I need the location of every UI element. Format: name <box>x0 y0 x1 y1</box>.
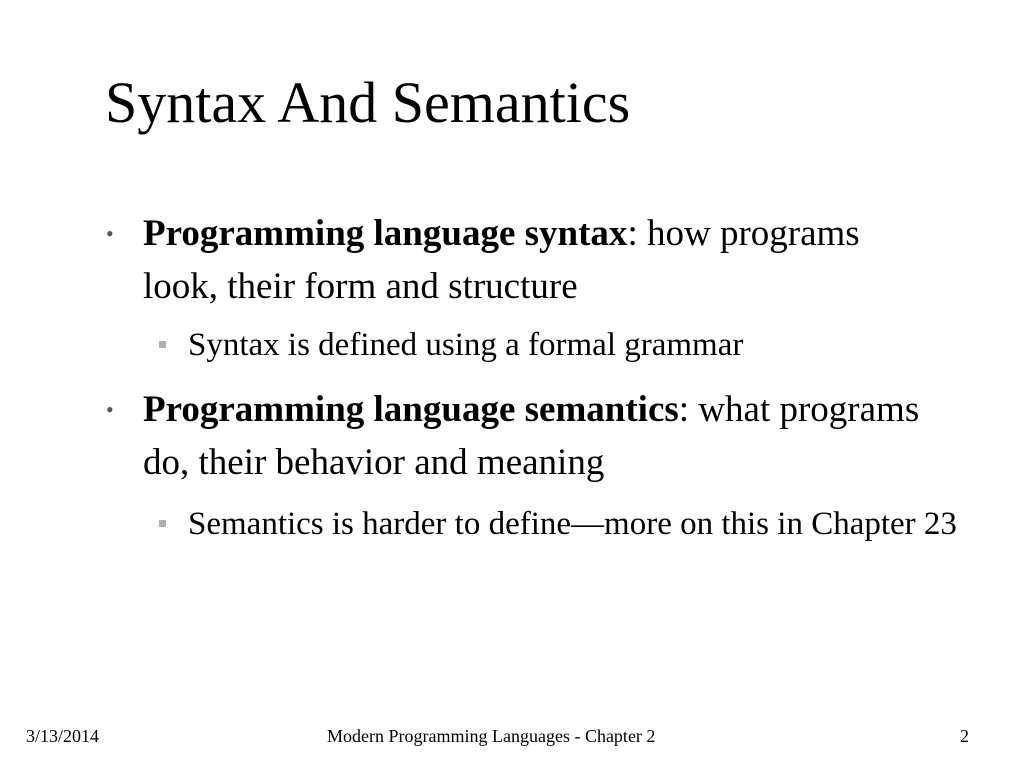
sub-bullet-text: Semantics is harder to define—more on this in Chapter 23 <box>188 506 957 542</box>
bullet-semantics <box>106 383 943 489</box>
sub-bullet-text: Syntax is defined using a formal grammar <box>188 327 744 363</box>
slide-title: Syntax And Semantics <box>105 70 631 135</box>
page-number: 2 <box>960 726 969 746</box>
bullet-syntax <box>106 207 943 313</box>
bullet-definition: : what programs do, their behavior and meaning <box>143 389 920 483</box>
footer-title: Modern Programming Languages - Chapter 2 <box>327 726 656 746</box>
sub-bullet-syntax <box>188 321 958 369</box>
footer-date: 3/13/2014 <box>26 726 100 746</box>
bullet-definition: : how programs look, their form and structure <box>143 213 860 307</box>
sub-bullet-semantics <box>188 500 958 548</box>
square-bullet-icon <box>159 341 166 348</box>
bullet-term: Programming language syntax <box>143 213 628 254</box>
bullet-dot-icon: • <box>106 397 114 422</box>
bullet-term: Programming language semantics <box>143 389 679 430</box>
square-bullet-icon <box>159 520 166 527</box>
bullet-dot-icon: • <box>106 221 114 246</box>
